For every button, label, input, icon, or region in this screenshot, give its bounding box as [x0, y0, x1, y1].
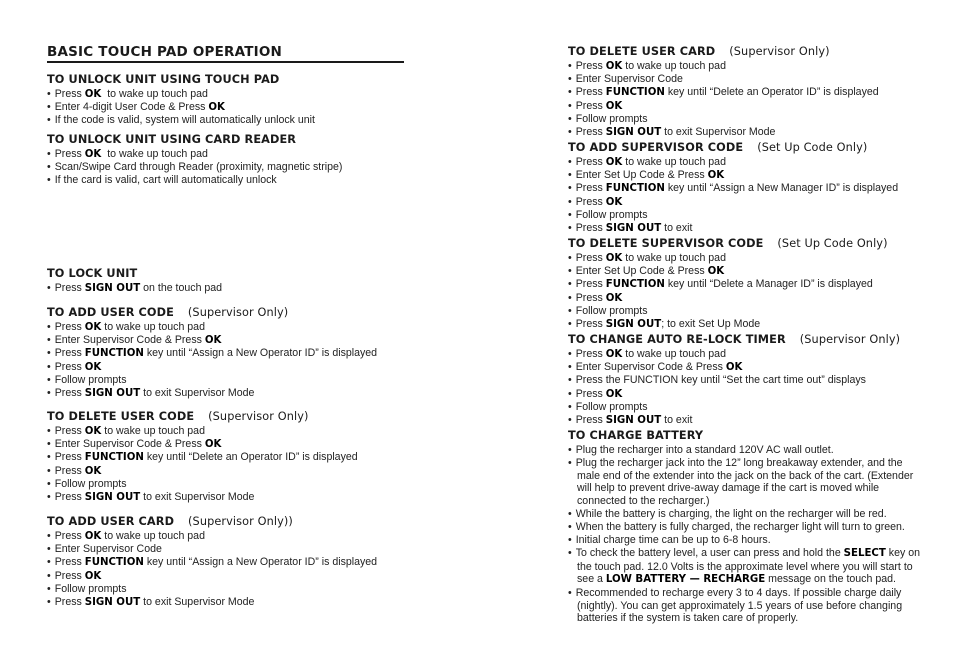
list-item: • Plug the recharger jack into the 12” long breakaway extender, and the male end of the extender into the jack on the back of the cart. (Extender will help to prevent drive-away damage if the cart is moved while connected to the recharger.): [568, 457, 920, 507]
section-heading: TO UNLOCK UNIT USING TOUCH PAD: [47, 73, 280, 86]
section-heading: TO LOCK UNIT: [47, 267, 138, 280]
page-title: BASIC TOUCH PAD OPERATION: [47, 44, 404, 63]
list-item: • Press OK to wake up touch pad: [47, 148, 342, 161]
list-item: • If the card is valid, cart will automatically unlock: [47, 174, 342, 187]
list-item: • Enter Supervisor Code & Press OK: [47, 438, 358, 451]
list-item: • Follow prompts: [47, 583, 377, 596]
list-item: • Enter Set Up Code & Press OK: [568, 169, 898, 182]
list-item: • Press SIGN OUT to exit Supervisor Mode: [47, 596, 377, 609]
list-item: • If the code is valid, system will automatically unlock unit: [47, 114, 315, 127]
list-item: • Follow prompts: [568, 401, 900, 414]
section-heading: TO UNLOCK UNIT USING CARD READER: [47, 133, 297, 146]
list-item: • Press OK to wake up touch pad: [47, 425, 358, 438]
list-item: • Press SIGN OUT to exit: [568, 414, 900, 427]
list-item: • To check the battery level, a user can press and hold the SELECT key on the touch pad. 12.0 Volts is the approximate level where you will start to see a LOW BATTERY — RECHARGE message on the touch pad.: [568, 547, 920, 587]
list-item: • Press SIGN OUT to exit Supervisor Mode: [47, 387, 377, 400]
list-item: • Press FUNCTION key until “Delete an Operator ID” is displayed: [568, 86, 879, 99]
list-item: • Press SIGN OUT; to exit Set Up Mode: [568, 318, 888, 331]
list-item: • Press OK: [47, 570, 377, 583]
section-lock-unit: [47, 266, 222, 295]
list-item: • Follow prompts: [47, 478, 358, 491]
section-heading: TO CHANGE AUTO RE-LOCK TIMER (Supervisor Only): [568, 333, 901, 346]
section-add-user-card: [47, 514, 377, 609]
list-item: • Press SIGN OUT to exit Supervisor Mode: [568, 126, 879, 139]
list-item: • Enter Supervisor Code & Press OK: [47, 334, 377, 347]
list-item: • Press OK: [47, 465, 358, 478]
list-item: • Follow prompts: [568, 113, 879, 126]
list-item: • Plug the recharger into a standard 120V AC wall outlet.: [568, 444, 920, 457]
list-item: • Enter Supervisor Code & Press OK: [568, 361, 900, 374]
section-unlock-touch-pad: [47, 72, 315, 128]
section-delete-user-code: [47, 409, 358, 504]
list-item: • When the battery is fully charged, the recharger light will turn to green.: [568, 521, 920, 534]
list-item: • Press FUNCTION key until “Assign a New Manager ID” is displayed: [568, 182, 898, 195]
list-item: • Scan/Swipe Card through Reader (proximity, magnetic stripe): [47, 161, 342, 174]
list-item: • Enter Supervisor Code: [47, 543, 377, 556]
section-charge-battery: [568, 428, 920, 625]
list-item: • Press OK to wake up touch pad: [568, 252, 888, 265]
list-item: • Press SIGN OUT to exit Supervisor Mode: [47, 491, 358, 504]
list-item: • Follow prompts: [47, 374, 377, 387]
list-item: • Follow prompts: [568, 209, 898, 222]
list-item: • Press OK: [568, 292, 888, 305]
section-delete-supervisor-code: [568, 236, 888, 331]
list-item: • While the battery is charging, the light on the recharger will be red.: [568, 508, 920, 521]
section-heading: TO DELETE SUPERVISOR CODE (Set Up Code Only): [568, 237, 888, 250]
section-add-supervisor-code: [568, 140, 898, 235]
list-item: • Press the FUNCTION key until “Set the cart time out” displays: [568, 374, 900, 387]
list-item: • Press OK to wake up touch pad: [568, 60, 879, 73]
section-heading: TO ADD SUPERVISOR CODE (Set Up Code Only): [568, 141, 868, 154]
section-heading: TO ADD USER CODE (Supervisor Only): [47, 306, 289, 319]
list-item: • Press OK to wake up touch pad: [47, 530, 377, 543]
section-heading: TO DELETE USER CODE (Supervisor Only): [47, 410, 309, 423]
list-item: • Press OK to wake up touch pad: [47, 88, 315, 101]
section-heading: TO ADD USER CARD (Supervisor Only)): [47, 515, 293, 528]
list-item: • Enter 4-digit User Code & Press OK: [47, 101, 315, 114]
section-heading: TO DELETE USER CARD (Supervisor Only): [568, 45, 830, 58]
list-item: • Press OK: [568, 196, 898, 209]
list-item: • Press SIGN OUT on the touch pad: [47, 282, 222, 295]
section-heading: TO CHARGE BATTERY: [568, 429, 704, 442]
list-item: • Recommended to recharge every 3 to 4 days. If possible charge daily (nightly). You can get approximately 1.5 years of use before changing batteries if the system is taken care of properly.: [568, 587, 920, 625]
list-item: • Press OK: [47, 361, 377, 374]
list-item: • Press FUNCTION key until “Assign a New Operator ID” is displayed: [47, 347, 377, 360]
list-item: • Enter Set Up Code & Press OK: [568, 265, 888, 278]
list-item: • Press FUNCTION key until “Delete a Manager ID” is displayed: [568, 278, 888, 291]
list-item: • Press SIGN OUT to exit: [568, 222, 898, 235]
section-unlock-card-reader: [47, 132, 342, 188]
list-item: • Press FUNCTION key until “Delete an Operator ID” is displayed: [47, 451, 358, 464]
section-auto-relock-timer: [568, 332, 900, 427]
section-delete-user-card: [568, 44, 879, 139]
list-item: • Press OK to wake up touch pad: [568, 156, 898, 169]
list-item: • Press FUNCTION key until “Assign a New Operator ID” is displayed: [47, 556, 377, 569]
list-item: • Enter Supervisor Code: [568, 73, 879, 86]
list-item: • Initial charge time can be up to 6-8 hours.: [568, 534, 920, 547]
list-item: • Press OK: [568, 388, 900, 401]
list-item: • Press OK to wake up touch pad: [47, 321, 377, 334]
list-item: • Press OK to wake up touch pad: [568, 348, 900, 361]
list-item: • Press OK: [568, 100, 879, 113]
list-item: • Follow prompts: [568, 305, 888, 318]
section-add-user-code: [47, 305, 377, 400]
